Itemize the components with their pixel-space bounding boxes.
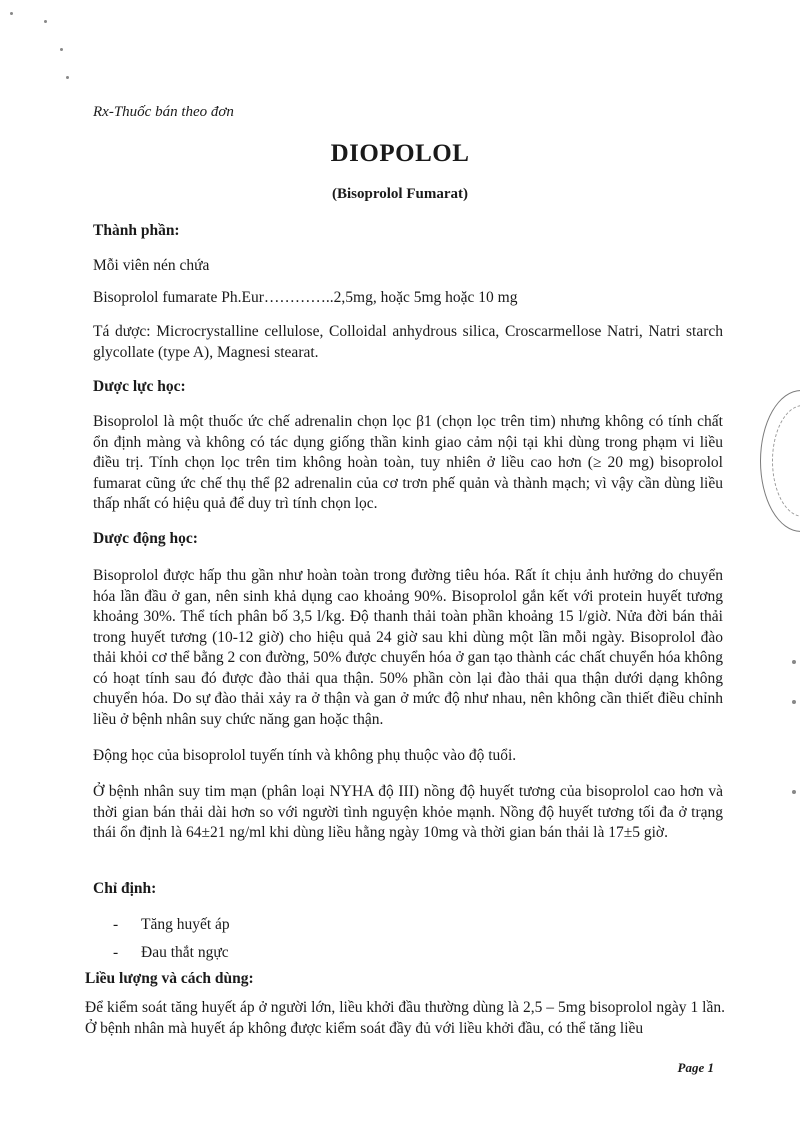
document-subtitle: (Bisoprolol Fumarat) (332, 186, 468, 202)
pharmacodynamics-paragraph: Bisoprolol là một thuốc ức chế adrenalin chọn lọc β1 (chọn lọc trên tim) nhưng không có tính chất ổn định màng và không có tác dụng giống thần kinh giao cảm nội tại khi dùng trong phạm vi liều điều trị. Tính chọn lọc trên tim không hoàn toàn, tuy nhiên ở liều cao hơn (≥ 20 mg) bisoprolol fumarat cũng ức chế thụ thể β2 adrenalin của cơ trơn phế quản và thành mạch; vì vậy cần dùng liều thấp nhất có hiệu quả để duy trì tính chọn lọc. (93, 413, 723, 512)
scan-speck (60, 48, 63, 51)
dosage-paragraph: Để kiểm soát tăng huyết áp ở người lớn, liều khởi đầu thường dùng là 2,5 – 5mg bisoprolol ngày 1 lần. Ở bệnh nhân mà huyết áp không được kiểm soát đầy đủ với liều khởi đầu, có thể tăng liều (85, 999, 725, 1037)
bullet-dash: - (113, 944, 119, 961)
composition-line-1: Mỗi viên nén chứa (93, 257, 210, 274)
prescription-label: Rx-Thuốc bán theo đơn (93, 104, 234, 120)
indications-heading: Chỉ định: (93, 880, 157, 897)
scan-speck (66, 76, 69, 79)
composition-heading: Thành phần: (93, 222, 180, 239)
dosage-heading: Liều lượng và cách dùng: (85, 970, 254, 987)
indication-item: - Đau thắt ngực (113, 944, 229, 961)
scan-speck (792, 700, 796, 704)
pharmacokinetics-paragraph-3: Ở bệnh nhân suy tim mạn (phân loại NYHA độ III) nồng độ huyết tương của bisoprolol cao hơn và thời gian bán thải dài hơn so với người tình nguyện khỏe mạnh. Nồng độ huyết tương tối đa ở trạng thái ổn định là 64±21 ng/ml khi dùng liều hằng ngày 10mg và thời gian bán thải là 17±5 giờ. (93, 783, 723, 841)
pharmacodynamics-heading: Dược lực học: (93, 378, 186, 395)
scan-speck (792, 790, 796, 794)
bullet-dash: - (113, 916, 119, 933)
scan-speck (792, 660, 796, 664)
indication-item: - Tăng huyết áp (113, 916, 230, 933)
pharmacokinetics-heading: Dược động học: (93, 530, 198, 547)
excipients-paragraph: Tá dược: Microcrystalline cellulose, Colloidal anhydrous silica, Croscarmellose Natri, Natri starch glycollate (type A), Magnesi stearat. (93, 323, 723, 361)
scan-speck (44, 20, 47, 23)
pharmacokinetics-paragraph-1: Bisoprolol được hấp thu gần như hoàn toàn trong đường tiêu hóa. Rất ít chịu ảnh hưởng do chuyển hóa lần đầu ở gan, nên sinh khả dụng cao khoảng 90%. Bisoprolol gắn kết với protein huyết tương khoảng 30%. Thể tích phân bố 3,5 l/kg. Độ thanh thải toàn phần khoảng 15 l/giờ. Nửa đời bán thải trong huyết tương (10-12 giờ) cho hiệu quả 24 giờ sau khi dùng một lần mỗi ngày. Bisoprolol đào thải khỏi cơ thể bằng 2 con đường, 50% được chuyển hóa ở gan tạo thành các chất chuyển hóa không có hoạt tính sau đó được đào thải qua thận. 50% phần còn lại đào thải qua thận dưới dạng không chuyển hóa. Do sự đào thải xảy ra ở thận và gan ở mức độ như nhau, nên không cần thiết điều chỉnh liều ở bệnh nhân suy chức năng gan hoặc thận. (93, 567, 723, 728)
pharmacokinetics-paragraph-2: Động học của bisoprolol tuyến tính và không phụ thuộc vào độ tuổi. (93, 747, 517, 764)
document-title: DIOPOLOL (330, 140, 470, 167)
composition-line-2: Bisoprolol fumarate Ph.Eur…………..2,5mg, hoặc 5mg hoặc 10 mg (93, 289, 518, 306)
page-number: Page 1 (677, 1060, 714, 1075)
scan-speck (10, 12, 13, 15)
